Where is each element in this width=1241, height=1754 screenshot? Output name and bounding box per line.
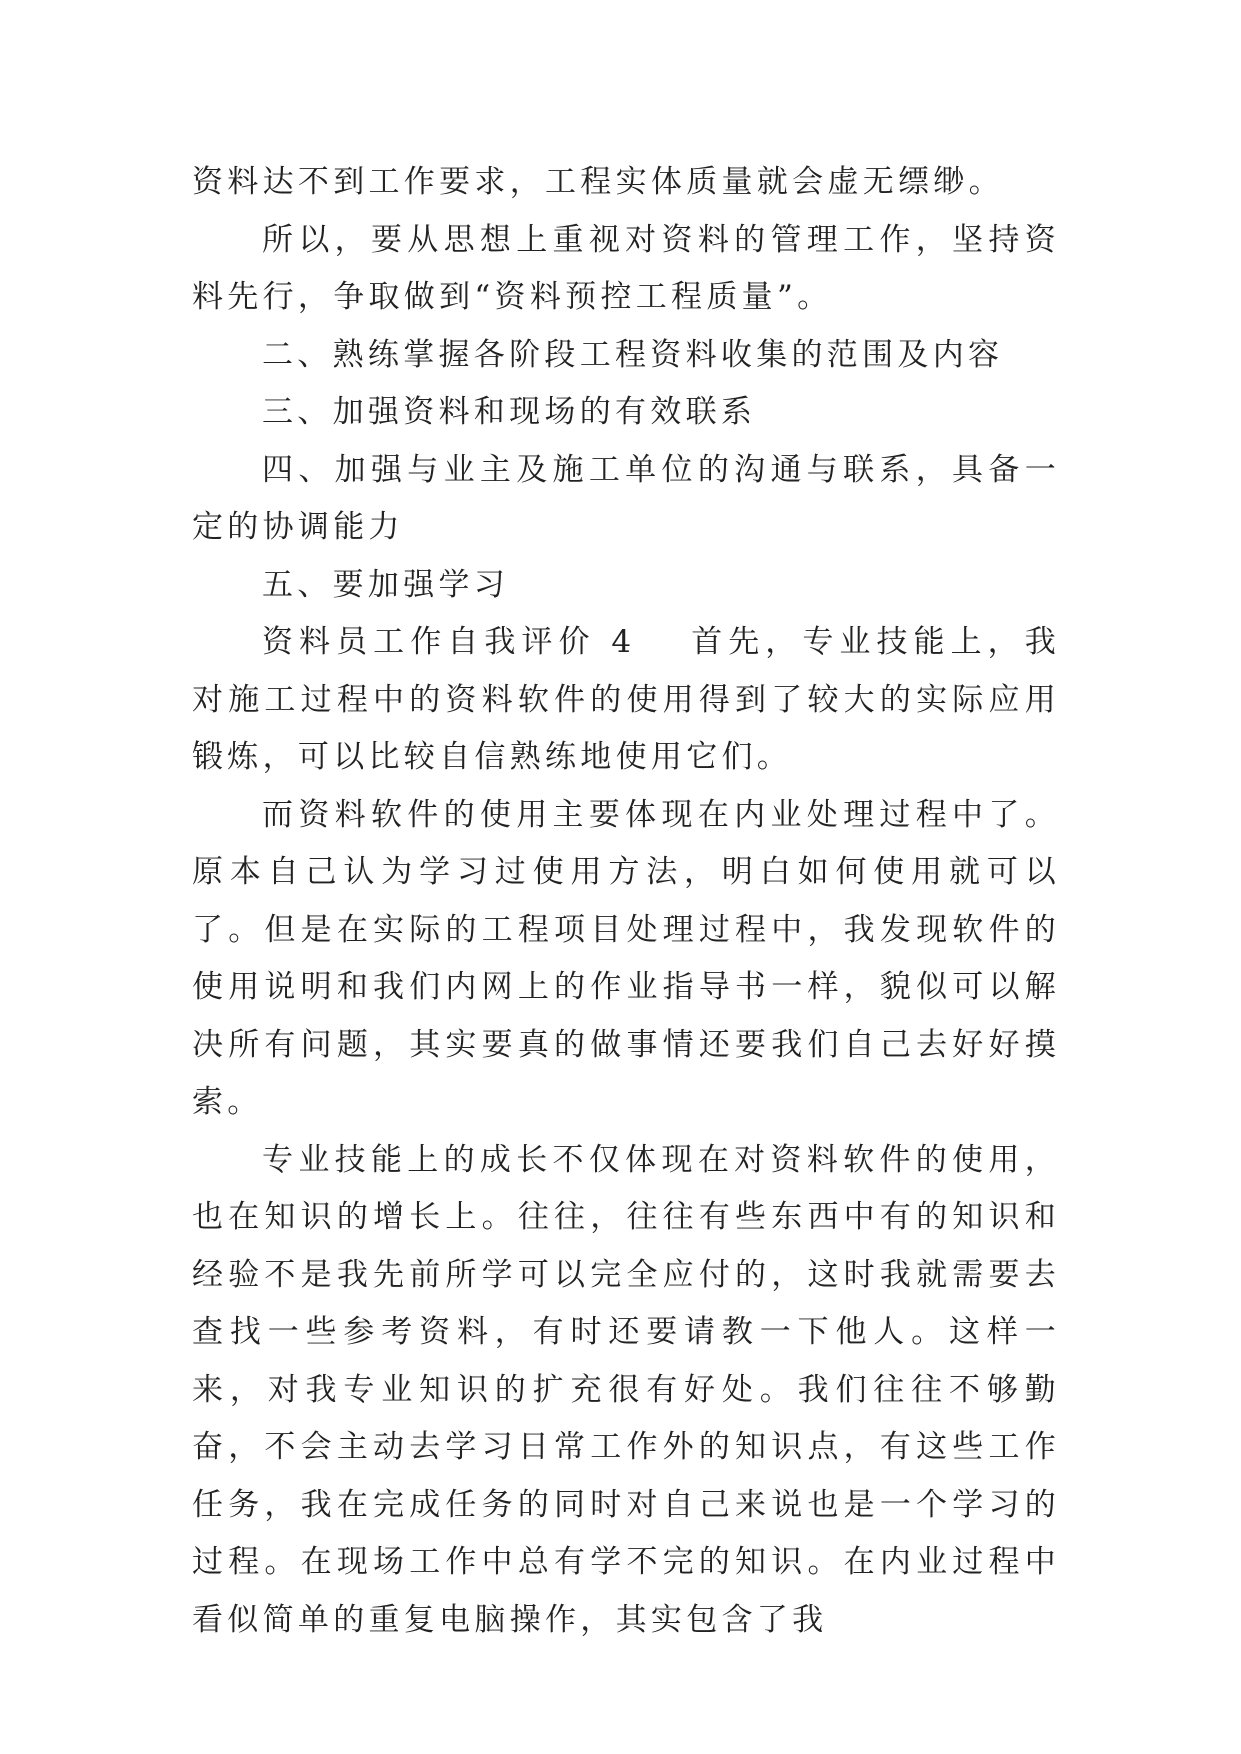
section-first-text: 首先，专业技能上，我对施工过程中的资料软件的使用得到了较大的实际应用锻炼，可以比较自信熟练地使用它们。 [192, 624, 1060, 775]
paragraph-software-usage: 而资料软件的使用主要体现在内业处理过程中了。原本自己认为学习过使用方法，明白如何使用就可以了。但是在实际的工程项目处理过程中，我发现软件的使用说明和我们内网上的作业指导书一样，貌似可以解决所有问题，其实要真的做事情还要我们自己去好好摸索。 [192, 796, 1060, 1120]
list-item-four: 四、加强与业主及施工单位的沟通与联系，具备一定的协调能力 [192, 451, 1060, 545]
document-body [192, 154, 1060, 1649]
list-item-two: 二、熟练掌握各阶段工程资料收集的范围及内容 [262, 336, 1004, 373]
list-item-five: 五、要加强学习 [262, 566, 510, 603]
section-paragraph [192, 614, 1060, 787]
section-heading: 资料员工作自我评价 4 [262, 624, 636, 660]
list-item-three: 三、加强资料和现场的有效联系 [262, 394, 757, 430]
paragraph-continuation: 资料达不到工作要求，工程实体质量就会虚无缥缈。 [192, 164, 1004, 200]
paragraph-data-first: 所以，要从思想上重视对资料的管理工作，坚持资料先行，争取做到“资料预控工程质量”。 [192, 221, 1060, 315]
paragraph-skill-growth: 专业技能上的成长不仅体现在对资料软件的使用，也在知识的增长上。往往，往往有些东西中有的知识和经验不是我先前所学可以完全应付的，这时我就需要去查找一些参考资料，有时还要请教一下他人。这样一来，对我专业知识的扩充很有好处。我们往往不够勤奋，不会主动去学习日常工作外的知识点，有这些工作任务，我在完成任务的同时对自己来说也是一个学习的过程。在现场工作中总有学不完的知识。在内业过程中看似简单的重复电脑操作，其实包含了我 [192, 1141, 1060, 1638]
